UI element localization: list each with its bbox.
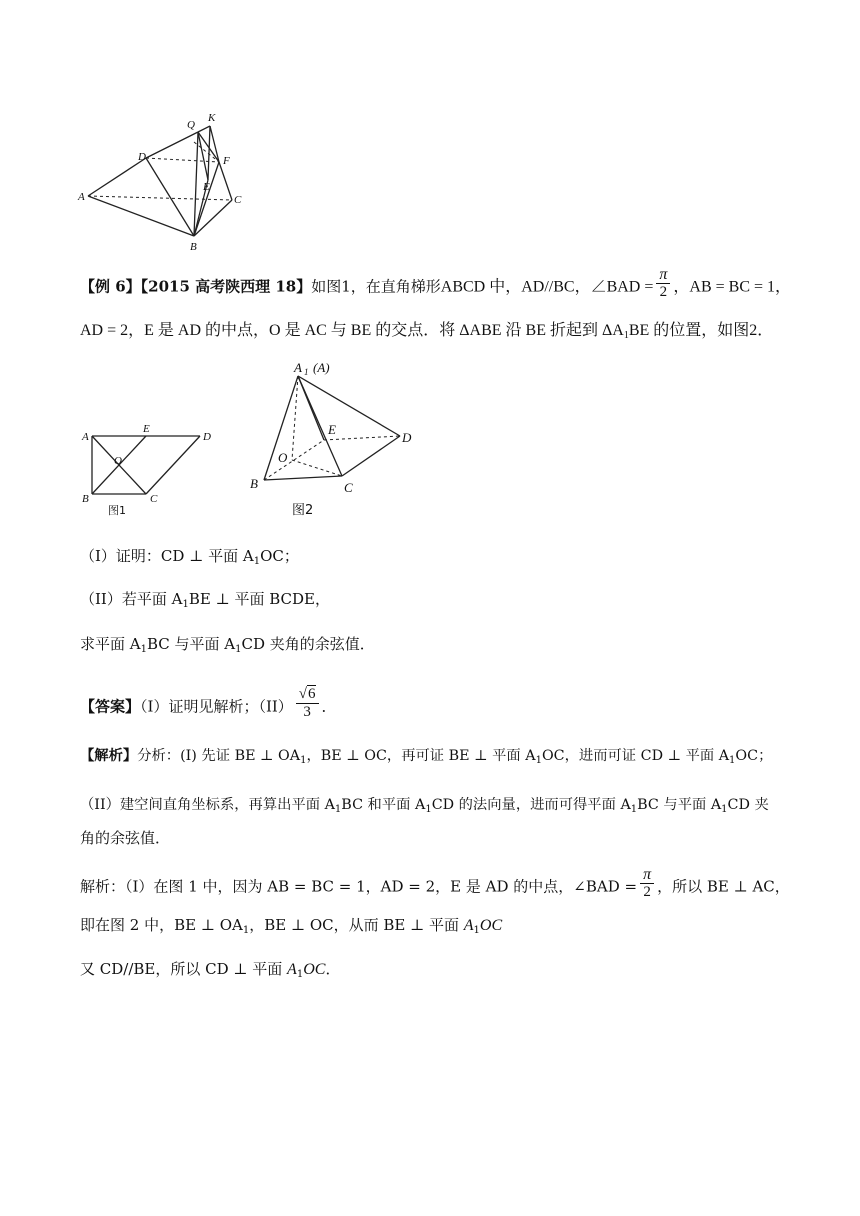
analysis-l2-a: （II）建空间直角坐标系，再算出平面 A bbox=[80, 797, 335, 813]
analysis-l1-a: 分析：(I) 先证 BE ⊥ OA bbox=[137, 748, 301, 764]
fig1-label-c: C bbox=[150, 493, 158, 505]
fraction-numerator: √6 bbox=[296, 686, 319, 704]
label-e: E bbox=[203, 181, 210, 193]
solution-l3-italic: A bbox=[287, 961, 297, 978]
fig2-label-e: E bbox=[328, 422, 336, 437]
part2-text-a: （II）若平面 A bbox=[80, 590, 183, 608]
subscript: 1 bbox=[242, 925, 250, 936]
part2b-text-b: BC 与平面 A bbox=[146, 635, 236, 653]
part-2-question bbox=[80, 633, 790, 661]
subscript: 1 bbox=[300, 755, 307, 766]
analysis-l2-c: CD 的法向量，进而可得平面 A bbox=[431, 797, 631, 813]
subscript: 1 bbox=[721, 804, 728, 815]
fig1-label-b: B bbox=[82, 493, 89, 505]
subscript: 1 bbox=[630, 804, 638, 815]
example-line-1 bbox=[80, 266, 792, 305]
subscript: 1 bbox=[425, 804, 432, 815]
fig2-label-c: C bbox=[344, 480, 353, 495]
fig1-label-d: D bbox=[203, 431, 211, 443]
example-text-b: ABCD bbox=[440, 278, 486, 296]
part2b-text-a: 求平面 A bbox=[80, 635, 141, 653]
subscript: 1 bbox=[140, 644, 147, 655]
label-c: C bbox=[234, 194, 242, 206]
label-b: B bbox=[190, 241, 197, 253]
label-a: A bbox=[78, 191, 85, 203]
figure-top-pyramid bbox=[74, 106, 254, 256]
analysis-tag: 【解析】 bbox=[80, 748, 138, 764]
subscript: 1 bbox=[182, 599, 189, 610]
figure-top-svg bbox=[74, 106, 254, 256]
figure-1-svg bbox=[78, 420, 228, 520]
example-text-d: ，AB = BC = 1， bbox=[673, 278, 792, 296]
example-line2-b: BE 的位置，如图2． bbox=[628, 322, 774, 339]
example-line2-a: AD = 2，E 是 AD 的中点，O 是 AC 与 BE 的交点．将 ΔABE 沿 BE 折起到 ΔA bbox=[80, 322, 624, 339]
fraction-denominator: 2 bbox=[643, 884, 651, 900]
subscript: 1 bbox=[535, 755, 542, 766]
fraction-denominator: 2 bbox=[659, 284, 668, 300]
solution-l3-a: 又 CD//BE，所以 CD ⊥ 平面 bbox=[80, 960, 288, 978]
pi-over-2-fraction bbox=[656, 266, 670, 301]
solution-l3-end: ． bbox=[325, 960, 341, 978]
subscript: 1 bbox=[729, 755, 736, 766]
solution-l2-italic: A bbox=[463, 917, 474, 934]
fig2-label-o: O bbox=[278, 450, 288, 465]
solution-line-2 bbox=[80, 914, 790, 942]
label-f: F bbox=[223, 155, 230, 167]
analysis-l1-d: OC； bbox=[735, 748, 773, 764]
fraction-denominator: 3 bbox=[303, 704, 311, 720]
analysis-l1-b: ，BE ⊥ OC，再可证 BE ⊥ 平面 A bbox=[306, 748, 536, 764]
solution-l2-italic-2: OC bbox=[479, 917, 503, 934]
answer-tag: 【答案】 bbox=[80, 697, 141, 716]
sqrt6-over-3-fraction bbox=[296, 686, 319, 721]
example-text-a: 如图1，在直角梯形 bbox=[311, 277, 441, 296]
solution-l2-b: ，BE ⊥ OC，从而 BE ⊥ 平面 bbox=[249, 916, 464, 934]
example-tag: 【例 6】【2015 高考陕西理 18】 bbox=[80, 277, 312, 296]
fig2-label-b: B bbox=[250, 476, 258, 491]
subscript: 1 bbox=[296, 969, 304, 980]
subscript: 1 bbox=[623, 330, 629, 341]
analysis-line-1 bbox=[80, 745, 790, 772]
fraction-numerator: π bbox=[640, 866, 654, 884]
solution-l1-b: ，所以 BE ⊥ AC， bbox=[657, 877, 790, 896]
solution-line-1 bbox=[80, 866, 790, 905]
solution-l3-italic-2: OC bbox=[303, 961, 326, 978]
analysis-l2-e: CD 夹 bbox=[727, 797, 769, 813]
solution-l1-a: 解析：（I）在图 1 中，因为 AB = BC = 1，AD = 2，E 是 AD 的中点，∠BAD = bbox=[80, 877, 638, 896]
analysis-l2-b: BC 和平面 A bbox=[341, 797, 426, 813]
analysis-l2-d: BC 与平面 A bbox=[637, 797, 722, 813]
part-1 bbox=[80, 545, 790, 573]
answer-text: （I）证明见解析；（II） bbox=[140, 697, 293, 716]
solution-l2-a: 即在图 2 中，BE ⊥ OA bbox=[80, 916, 243, 934]
label-d: D bbox=[138, 151, 146, 163]
part-2 bbox=[80, 588, 790, 616]
part1-text-a: （I）证明：CD ⊥ 平面 A bbox=[80, 547, 254, 565]
example-line-2 bbox=[80, 320, 790, 347]
figure-2-pyramid bbox=[240, 356, 440, 522]
fig2-caption: 图2 bbox=[292, 503, 314, 518]
solution-line-3 bbox=[80, 958, 790, 986]
answer-end: ． bbox=[321, 697, 337, 716]
fig1-caption: 图1 bbox=[108, 504, 126, 517]
part2b-text-c: CD 夹角的余弦值． bbox=[241, 635, 375, 653]
subscript: 1 bbox=[334, 804, 342, 815]
fig1-label-o: O bbox=[114, 455, 122, 467]
fig2-label-d: D bbox=[402, 430, 412, 445]
fig1-label-a: A bbox=[82, 431, 89, 443]
answer-line bbox=[80, 686, 790, 725]
label-q: Q bbox=[187, 119, 195, 131]
fig2-label-a-paren: (A) bbox=[313, 360, 330, 375]
fig1-label-e: E bbox=[143, 423, 150, 435]
subscript: 1 bbox=[235, 644, 242, 655]
label-k: K bbox=[208, 112, 216, 124]
fig2-label-a1-sub: 1 bbox=[304, 367, 309, 377]
subscript: 1 bbox=[473, 925, 480, 936]
analysis-l3: 角的余弦值． bbox=[80, 829, 171, 847]
analysis-l1-c: OC，进而可证 CD ⊥ 平面 A bbox=[541, 748, 730, 764]
analysis-line-3 bbox=[80, 827, 790, 849]
fig2-label-a1: A bbox=[294, 360, 302, 375]
figure-1-trapezoid bbox=[78, 420, 228, 520]
pi-over-2-fraction-2 bbox=[640, 866, 654, 901]
figure-2-svg bbox=[240, 356, 440, 522]
subscript: 1 bbox=[253, 556, 261, 567]
analysis-line-2 bbox=[80, 794, 790, 821]
radicand: 6 bbox=[308, 686, 316, 702]
part1-text-b: OC； bbox=[260, 547, 299, 565]
fraction-numerator: π bbox=[656, 266, 670, 284]
part2-text-b: BE ⊥ 平面 BCDE， bbox=[188, 590, 330, 608]
example-text-c: 中，AD//BC，∠BAD = bbox=[485, 278, 654, 296]
